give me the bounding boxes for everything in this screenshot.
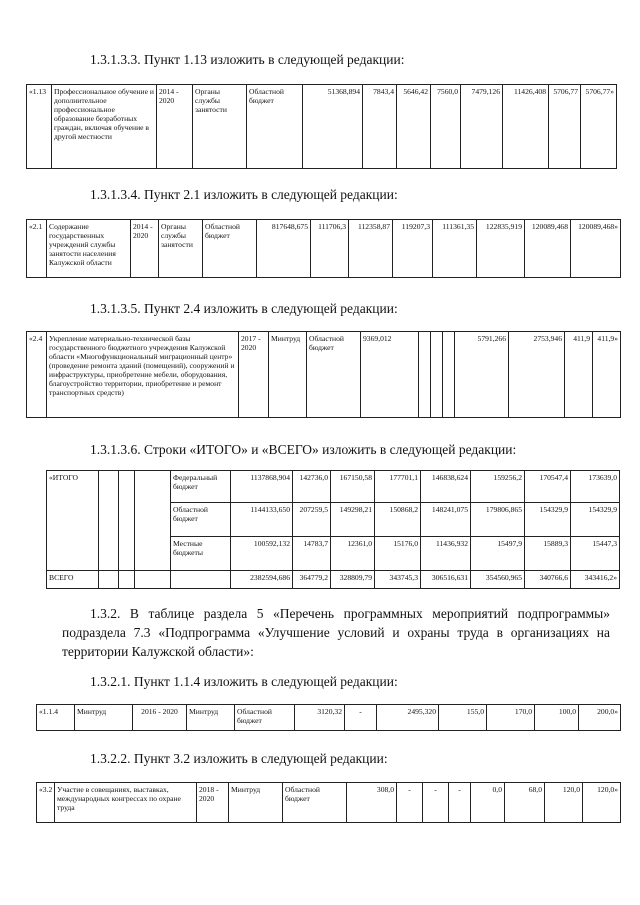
cell-value: 159256,2 — [471, 471, 525, 503]
value-2019: 120089,468 — [525, 220, 571, 278]
value-2019: 5706,77 — [549, 85, 581, 169]
table-row — [37, 783, 621, 823]
cell-value: 340766,6 — [525, 571, 571, 589]
item-name: Участие в совещаниях, выставках, международных конгрессах по охране труда — [55, 783, 197, 823]
value-2015: - — [423, 783, 449, 823]
cell-value: 154329,9 — [525, 503, 571, 537]
source-regional: Областной бюджет — [171, 503, 231, 537]
item-name: Профессиональное обучение и дополнительное профессиональное образование безработных граждан, включая обучение в другой местности — [52, 85, 157, 169]
table-item-1-13 — [26, 84, 617, 169]
cell-value: 173639,0 — [571, 471, 620, 503]
table-row — [47, 571, 620, 589]
cell-value: 14783,7 — [293, 537, 331, 571]
cell-value: 306516,631 — [421, 571, 471, 589]
value-2018: 11426,408 — [503, 85, 549, 169]
value-2015: 5646,42 — [397, 85, 431, 169]
table-item-2-4 — [26, 331, 621, 418]
item-source: Областной бюджет — [235, 705, 295, 731]
value-total: 817648,675 — [257, 220, 311, 278]
value-2019: 411,9 — [565, 332, 593, 418]
value-2019: 120,0 — [545, 783, 583, 823]
item-executor: Минтруд — [229, 783, 283, 823]
value-2019: 170,0 — [487, 705, 535, 731]
source-local: Местные бюджеты — [171, 537, 231, 571]
cell-value: 142736,0 — [293, 471, 331, 503]
cell-value: 11436,932 — [421, 537, 471, 571]
cell-value: 12361,0 — [331, 537, 375, 571]
value-2016 — [443, 332, 455, 418]
table-item-3-2 — [36, 782, 621, 823]
item-name: Укрепление материально-технической базы государственного бюджетного учреждения Калужской области «Многофункциональный миграционный центр» (проведение ремонта зданий (помещений), сооружений и инфраструктуры, приобретение мебели, оборудования, благоустройство территории, приобретение и ремонт транспортных средств) — [47, 332, 239, 418]
item-period: 2014 - 2020 — [131, 220, 159, 278]
table-row — [27, 85, 617, 169]
cell-value: 154329,9 — [571, 503, 620, 537]
item-code: «2.1 — [27, 220, 47, 278]
item-executor-2: Минтруд — [187, 705, 235, 731]
item-source: Областной бюджет — [247, 85, 303, 169]
itogo-label: «ИТОГО — [47, 471, 99, 571]
value-2015: 112358,87 — [349, 220, 393, 278]
value-2020: 120,0» — [583, 783, 621, 823]
item-source: Областной бюджет — [307, 332, 361, 418]
item-period: 2018 - 2020 — [197, 783, 229, 823]
value-total: 308,0 — [347, 783, 397, 823]
section-heading-3-2: 1.3.2.2. Пункт 3.2 изложить в следующей редакции: — [90, 751, 388, 766]
item-period: 2017 - 2020 — [239, 332, 269, 418]
vsego-label: ВСЕГО — [47, 571, 99, 589]
value-2017: 0,0 — [471, 783, 505, 823]
cell-value: 100592,132 — [231, 537, 293, 571]
source-federal: Федеральный бюджет — [171, 471, 231, 503]
value-2018: 68,0 — [505, 783, 545, 823]
cell-value: 1144133,650 — [231, 503, 293, 537]
cell-value: 167150,58 — [331, 471, 375, 503]
value-2016: 7560,0 — [431, 85, 461, 169]
item-executor: Минтруд — [269, 332, 307, 418]
cell-value: 1137868,904 — [231, 471, 293, 503]
value-2014: 7843,4 — [363, 85, 397, 169]
value-2016: - — [449, 783, 471, 823]
value-2020: 100,0 — [535, 705, 579, 731]
value-2014: 111706,3 — [311, 220, 349, 278]
value-2020b: 200,0» — [579, 705, 621, 731]
table-row — [27, 220, 621, 278]
value-2017: 2495,320 — [377, 705, 439, 731]
value-2018: 122835,919 — [477, 220, 525, 278]
table-totals — [46, 470, 620, 589]
value-2016: - — [345, 705, 377, 731]
table-item-2-1 — [26, 219, 621, 278]
item-name: Содержание государственных учреждений службы занятости населения Калужской области — [47, 220, 131, 278]
cell-value: 15447,3 — [571, 537, 620, 571]
item-executor: Органы службы занятости — [159, 220, 203, 278]
value-2017: 5791,266 — [455, 332, 509, 418]
value-2020: 120089,468» — [571, 220, 621, 278]
cell-value: 354560,965 — [471, 571, 525, 589]
value-2016: 119207,3 — [393, 220, 433, 278]
item-period: 2016 - 2020 — [133, 705, 187, 731]
value-total: 51368,894 — [303, 85, 363, 169]
cell-value: 146838,624 — [421, 471, 471, 503]
cell-value: 170547,4 — [525, 471, 571, 503]
item-code: «2.4 — [27, 332, 47, 418]
item-code: «1.1.4 — [37, 705, 75, 731]
section-heading-1-1-4: 1.3.2.1. Пункт 1.1.4 изложить в следующей редакции: — [90, 674, 398, 689]
item-executor: Органы службы занятости — [193, 85, 247, 169]
cell-value: 364779,2 — [293, 571, 331, 589]
body-paragraph: 1.3.2. В таблице раздела 5 «Перечень программных мероприятий подпрограммы» подраздела 7.3 «Подпрограмма «Улучшение условий и охраны труда в организациях на территории Калужской области»: — [62, 606, 610, 659]
cell-value: 207259,5 — [293, 503, 331, 537]
cell-value: 2382594,686 — [231, 571, 293, 589]
item-source: Областной бюджет — [283, 783, 347, 823]
value-2017: 111361,35 — [433, 220, 477, 278]
value-2017: 7479,126 — [461, 85, 503, 169]
section-heading-2-4: 1.3.1.3.5. Пункт 2.4 изложить в следующей редакции: — [90, 301, 398, 316]
cell-value: 15176,0 — [375, 537, 421, 571]
cell-value: 148241,075 — [421, 503, 471, 537]
value-2015 — [431, 332, 443, 418]
value-2020: 411,9» — [593, 332, 621, 418]
value-2018: 155,0 — [439, 705, 487, 731]
section-heading-2-1: 1.3.1.3.4. Пункт 2.1 изложить в следующей редакции: — [90, 187, 398, 202]
item-code: «1.13 — [27, 85, 52, 169]
value-2018: 2753,946 — [509, 332, 565, 418]
value-total: 9369,012 — [361, 332, 419, 418]
section-heading-1-13: 1.3.1.3.3. Пункт 1.13 изложить в следующей редакции: — [90, 52, 405, 67]
cell-value: 343416,2» — [571, 571, 620, 589]
cell-value: 15497,9 — [471, 537, 525, 571]
cell-value: 343745,3 — [375, 571, 421, 589]
item-source: Областной бюджет — [203, 220, 257, 278]
cell-value: 150868,2 — [375, 503, 421, 537]
cell-value: 149298,21 — [331, 503, 375, 537]
value-2014 — [419, 332, 431, 418]
table-item-1-1-4 — [36, 704, 621, 731]
item-code: «3.2 — [37, 783, 55, 823]
cell-value: 328809,79 — [331, 571, 375, 589]
item-executor: Минтруд — [75, 705, 133, 731]
cell-value: 179806,865 — [471, 503, 525, 537]
value-total: 3120,32 — [295, 705, 345, 731]
value-2020: 5706,77» — [581, 85, 617, 169]
table-row — [37, 705, 621, 731]
cell-value: 177701,1 — [375, 471, 421, 503]
cell-value: 15889,3 — [525, 537, 571, 571]
section-heading-totals: 1.3.1.3.6. Строки «ИТОГО» и «ВСЕГО» изложить в следующей редакции: — [90, 442, 517, 457]
table-row — [27, 332, 621, 418]
table-row — [47, 471, 620, 503]
value-2014: - — [397, 783, 423, 823]
item-period: 2014 - 2020 — [157, 85, 193, 169]
